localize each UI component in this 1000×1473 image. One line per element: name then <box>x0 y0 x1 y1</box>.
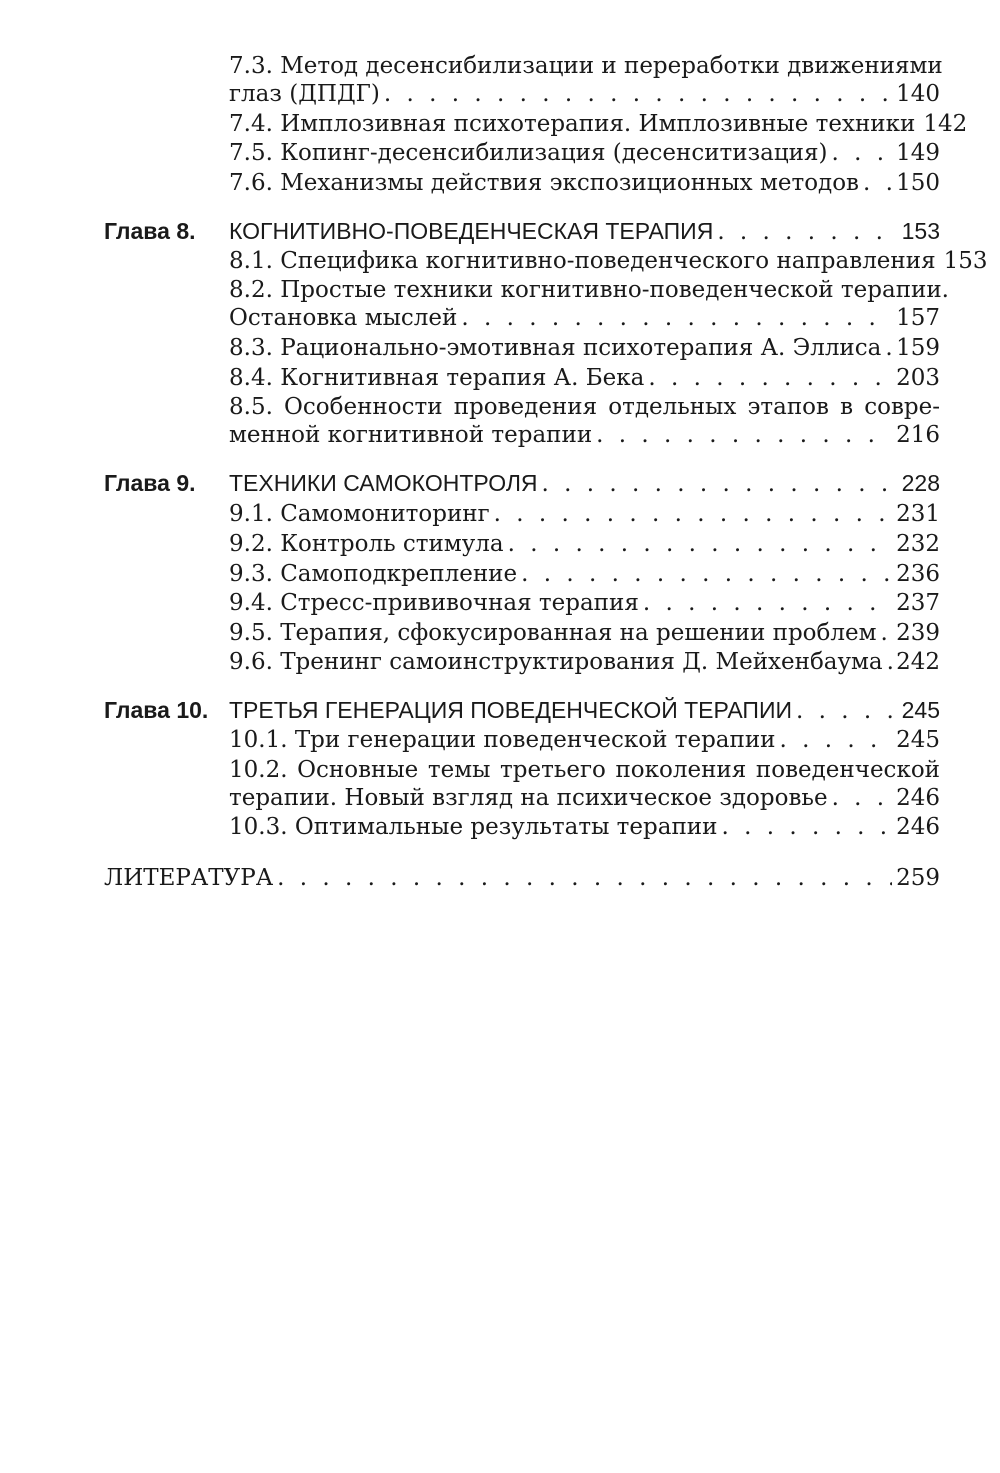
dot-leader <box>494 500 892 529</box>
toc-entry-8-3[interactable] <box>229 334 940 363</box>
dot-leader <box>521 560 892 589</box>
toc-entry-8-5[interactable] <box>229 421 940 450</box>
toc-page-number: 153 <box>901 218 940 244</box>
dot-leader <box>721 813 892 842</box>
dot-leader <box>832 784 893 813</box>
toc-page-number: 140 <box>896 81 940 107</box>
toc-page-number: 259 <box>896 865 940 891</box>
toc-entry-title: 8.3. Рационально-эмотивная психотерапия А. Эллиса <box>229 335 882 361</box>
toc-chapter-10[interactable] <box>229 696 940 726</box>
chapter-title: ТРЕТЬЯ ГЕНЕРАЦИЯ ПОВЕДЕНЧЕСКОЙ ТЕРАПИИ <box>229 697 793 723</box>
toc-page-number: 245 <box>901 697 940 723</box>
toc-page-number: 159 <box>896 335 940 361</box>
toc-entry-title: 9.6. Тренинг самоинструктирования Д. Мейхенбаума <box>229 649 883 675</box>
dot-leader <box>831 139 892 168</box>
toc-page-number: 236 <box>896 561 940 587</box>
toc-page-number: 246 <box>896 785 940 811</box>
dot-leader <box>508 530 892 559</box>
toc-entry-10-2-line1: 10.2. Основные темы третьего поколения поведенческой <box>229 757 940 783</box>
toc-entry-title: 9.4. Стресс-прививочная терапия <box>229 590 639 616</box>
toc-entry-10-1[interactable] <box>229 726 940 755</box>
toc-entry-title: Остановка мыслей <box>229 305 458 331</box>
toc-entry-title: ЛИТЕРАТУРА <box>104 865 274 891</box>
toc-entry-title: менной когнитивной терапии <box>229 422 593 448</box>
chapter-title: ТЕХНИКИ САМОКОНТРОЛЯ <box>229 470 538 496</box>
dot-leader <box>885 334 892 363</box>
dot-leader <box>461 304 892 333</box>
toc-entry-title: 9.2. Контроль стимула <box>229 531 504 557</box>
toc-page-number: 153 <box>943 248 988 274</box>
toc-entry-8-5-line1: 8.5. Особенности проведения отдельных этапов в совре- <box>229 394 940 420</box>
toc-page-number: 237 <box>896 590 940 616</box>
dot-leader <box>277 864 892 893</box>
toc-entry-title: 7.6. Механизмы действия экспозиционных методов <box>229 170 859 196</box>
toc-entry-8-4[interactable] <box>229 364 940 393</box>
toc-entry-title: 9.5. Терапия, сфокусированная на решении проблем <box>229 620 877 646</box>
toc-page-number: 157 <box>896 305 940 331</box>
toc-entry-title: 9.1. Самомониторинг <box>229 501 490 527</box>
toc-entry-title: терапии. Новый взгляд на психическое здоровье <box>229 785 828 811</box>
toc-literature[interactable] <box>104 864 940 893</box>
toc-entry-10-2[interactable] <box>229 784 940 813</box>
toc-chapter-9[interactable] <box>229 469 940 499</box>
chapter-9-label: Глава 9. <box>104 470 196 496</box>
toc-entry-title: 10.1. Три генерации поведенческой терапии <box>229 727 776 753</box>
dot-leader <box>542 470 898 499</box>
chapter-10-label: Глава 10. <box>104 697 209 723</box>
dot-leader <box>887 648 892 677</box>
toc-page-number: 239 <box>896 620 940 646</box>
toc-entry-title: 9.3. Самоподкрепление <box>229 561 518 587</box>
toc-page-number: 245 <box>896 727 940 753</box>
toc-page-number: 150 <box>896 170 940 196</box>
toc-entry-title: 7.4. Имплозивная психотерапия. Имплозивные техники <box>229 111 916 137</box>
toc-entry-8-2-line1: 8.2. Простые техники когнитивно-поведенческой терапии. <box>229 277 949 303</box>
toc-entry-9-6[interactable] <box>229 648 940 677</box>
dot-leader <box>780 726 893 755</box>
toc-page-number: 228 <box>901 470 940 496</box>
toc-page-number: 203 <box>896 365 940 391</box>
dot-leader <box>643 589 892 618</box>
toc-chapter-8[interactable] <box>229 217 940 247</box>
dot-leader <box>717 218 897 247</box>
toc-entry-title: 10.3. Оптимальные результаты терапии <box>229 814 718 840</box>
toc-entry-8-2[interactable] <box>229 304 940 333</box>
chapter-8-label: Глава 8. <box>104 218 196 244</box>
toc-entry-9-2[interactable] <box>229 530 940 559</box>
dot-leader <box>596 421 892 450</box>
toc-entry-7-3[interactable] <box>229 80 940 109</box>
toc-entry-title: 8.1. Специфика когнитивно-поведенческого направления <box>229 248 936 274</box>
toc-entry-9-3[interactable] <box>229 560 940 589</box>
toc-entry-title: 8.4. Когнитивная терапия А. Бека <box>229 365 645 391</box>
toc-entry-9-5[interactable] <box>229 619 940 648</box>
toc-entry-8-1[interactable] <box>229 247 988 276</box>
dot-leader <box>384 80 892 109</box>
toc-page-number: 142 <box>923 111 968 137</box>
toc-entry-title: 7.5. Копинг-десенсибилизация (десенситизация) <box>229 140 828 166</box>
chapter-title: КОГНИТИВНО-ПОВЕДЕНЧЕСКАЯ ТЕРАПИЯ <box>229 218 714 244</box>
toc-entry-10-3[interactable] <box>229 813 940 842</box>
toc-page-number: 216 <box>896 422 940 448</box>
toc-entry-7-4[interactable] <box>229 110 968 139</box>
toc-page-number: 242 <box>896 649 940 675</box>
dot-leader <box>881 619 893 648</box>
toc-page-number: 149 <box>896 140 940 166</box>
toc-page-number: 231 <box>896 501 940 527</box>
toc-entry-7-3-line1: 7.3. Метод десенсибилизации и переработки движениями <box>229 53 943 79</box>
toc-entry-9-1[interactable] <box>229 500 940 529</box>
dot-leader <box>648 364 892 393</box>
toc-entry-7-6[interactable] <box>229 169 940 198</box>
toc-page-number: 232 <box>896 531 940 557</box>
toc-page-number: 246 <box>896 814 940 840</box>
toc-entry-9-4[interactable] <box>229 589 940 618</box>
toc-entry-title: глаз (ДПДГ) <box>229 81 380 107</box>
toc-entry-7-5[interactable] <box>229 139 940 168</box>
dot-leader <box>863 169 892 198</box>
dot-leader <box>796 697 898 726</box>
